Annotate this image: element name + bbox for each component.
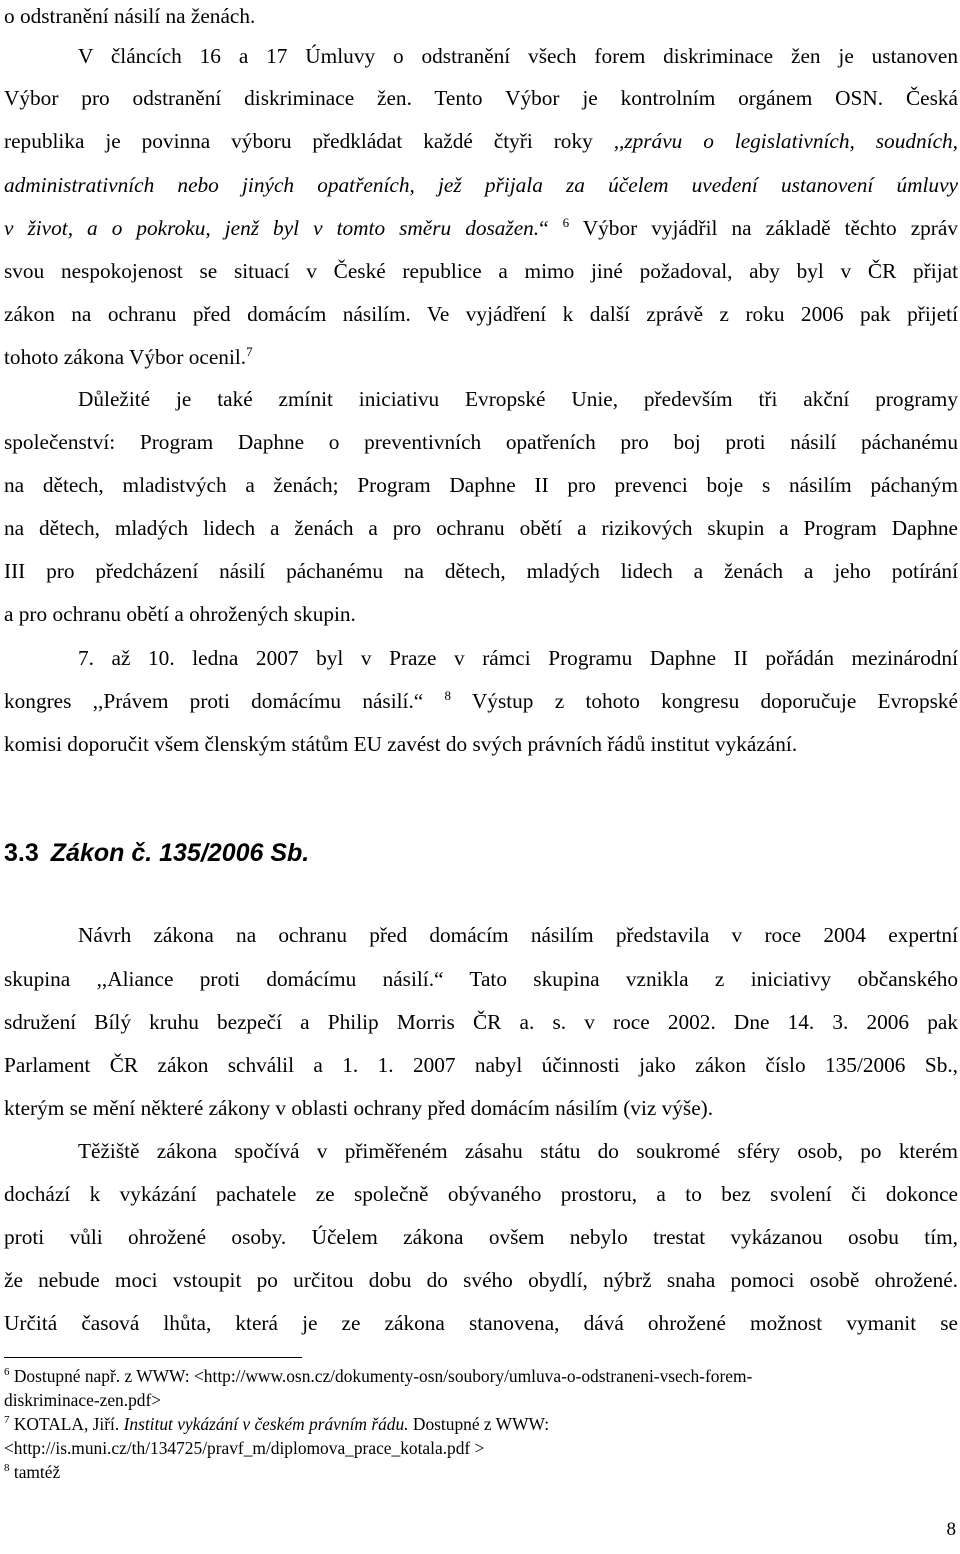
body-line: na dětech, mladistvých a ženách; Program Daphne II pro prevenci boje s násilím páchaným (4, 473, 958, 497)
italic-quote: ,,zprávu o legislativních, soudních, (613, 129, 958, 153)
footnote-text: KOTALA, Jiří. (13, 1414, 120, 1434)
document-page (4, 0, 958, 1554)
body-line: proti vůli ohrožené osoby. Účelem zákona ovšem nebylo trestat vykázanou osobu tím, (4, 1225, 958, 1249)
section-heading (4, 838, 309, 868)
footnote-link: <http://is.muni.cz/th/134725/pravf_m/diplomova_prace_kotala.pdf > (4, 1438, 485, 1458)
text: kongres ,,Právem proti domácímu násilí.“ (4, 689, 424, 713)
footnote-separator (4, 1357, 302, 1358)
footnote-7-cont (4, 1438, 484, 1458)
footnote-number: 6 (4, 1366, 10, 1378)
footnote-ref: 7 (246, 344, 253, 359)
section-title: Zákon č. 135/2006 Sb. (50, 839, 310, 867)
body-line (78, 645, 958, 671)
body-line (4, 688, 958, 714)
body-line (4, 215, 958, 241)
body-line (4, 344, 253, 370)
body-line: že nebude moci vstoupit po určitou dobu do svého obydlí, nýbrž snaha pomoci osobě ohrožené. (4, 1268, 958, 1292)
text: kterým se mění některé zákony v oblasti ochrany před domácím násilím (viz výše). (4, 1096, 714, 1120)
body-line (78, 386, 958, 412)
body-line (4, 1095, 713, 1121)
body-line (4, 3, 255, 29)
body-line (78, 43, 958, 69)
footnote-6 (4, 1366, 752, 1386)
text: republika je povinna výboru předkládat každé čtyři roky (4, 129, 593, 153)
body-line: společenství: Program Daphne o preventivních opatřeních pro boj proti násilí páchanému (4, 430, 958, 454)
section-number: 3.3 (4, 839, 39, 867)
body-line: zákon na ochranu před domácím násilím. Ve vyjádření k další zprávě z roku 2006 pak přijetí (4, 302, 958, 326)
closing-quote: “ (539, 216, 549, 240)
footnote-text: Dostupné z WWW: (412, 1414, 550, 1434)
body-line: dochází k vykázání pachatele ze společně obývaného prostoru, a to bez svolení či dokonce (4, 1182, 958, 1206)
footnote-title: Institut vykázání v českém právním řádu. (123, 1414, 409, 1434)
footnote-text: tamtéž (13, 1462, 61, 1482)
body-line (78, 922, 958, 948)
body-line: Určitá časová lhůta, která je ze zákona stanovena, dává ohrožené možnost vymanit se (4, 1311, 958, 1335)
body-line: III pro předcházení násilí páchanému na dětech, mladých lidech a ženách a jeho potírání (4, 559, 958, 583)
text: tohoto zákona Výbor ocenil. (4, 345, 247, 369)
footnote-text: Dostupné např. z WWW: <http://www.osn.cz/dokumenty-osn/soubory/umluva-o-odstraneni-vsech-forem- (13, 1366, 753, 1386)
body-line (4, 172, 958, 198)
body-line (4, 128, 958, 154)
body-line (4, 731, 797, 757)
footnote-number: 8 (4, 1462, 10, 1474)
footnote-ref: 8 (444, 688, 452, 703)
body-line (4, 601, 356, 627)
italic-quote: administrativních nebo jiných opatřeních, jež přijala za účelem uvedení ustanovení úmluvy (4, 173, 958, 197)
footnote-number: 7 (4, 1414, 10, 1426)
text: Důležité je také zmínit iniciativu Evropské Unie, především tři akční programy (78, 387, 958, 411)
body-line: Výbor pro odstranění diskriminace žen. Tento Výbor je kontrolním orgánem OSN. Česká (4, 86, 958, 110)
body-line: na dětech, mladých lidech a ženách a pro ochranu obětí a rizikových skupin a Program Daphne (4, 516, 958, 540)
body-line (78, 1138, 958, 1164)
footnote-text: diskriminace-zen.pdf> (4, 1390, 162, 1410)
text: Návrh zákona na ochranu před domácím násilím představila v roce 2004 expertní (78, 923, 958, 947)
text: Těžiště zákona spočívá v přiměřeném zásahu státu do soukromé sféry osob, po kterém (78, 1139, 958, 1163)
text: komisi doporučit všem členským státům EU zavést do svých právních řádů institut vykázání. (4, 732, 798, 756)
footnote-7 (4, 1414, 549, 1434)
body-line: skupina ,,Aliance proti domácímu násilí.“ Tato skupina vznikla z iniciativy občanského (4, 967, 958, 991)
text: V článcích 16 a 17 Úmluvy o odstranění všech forem diskriminace žen je ustanoven (78, 44, 958, 68)
text: Výstup z tohoto kongresu doporučuje Evropské (471, 689, 958, 713)
text: o odstranění násilí na ženách. (4, 4, 256, 28)
page-number: 8 (946, 1519, 956, 1540)
text: 7. až 10. ledna 2007 byl v Praze v rámci Programu Daphne II pořádán mezinárodní (78, 646, 958, 670)
footnote-8 (4, 1462, 60, 1482)
footnote-6-cont (4, 1390, 161, 1410)
body-line: Parlament ČR zákon schválil a 1. 1. 2007 nabyl účinnosti jako zákon číslo 135/2006 Sb., (4, 1053, 958, 1077)
body-line: sdružení Bílý kruhu bezpečí a Philip Morris ČR a. s. v roce 2002. Dne 14. 3. 2006 pak (4, 1010, 958, 1034)
italic-quote: v život, a o pokroku, jenž byl v tomto směru dosažen. (4, 216, 540, 240)
body-line: svou nespokojenost se situací v České republice a mimo jiné požadoval, aby byl v ČR přijat (4, 259, 958, 283)
text: a pro ochranu obětí a ohrožených skupin. (4, 602, 356, 626)
text: Výbor vyjádřil na základě těchto zpráv (582, 216, 958, 240)
footnote-ref: 6 (562, 215, 570, 230)
